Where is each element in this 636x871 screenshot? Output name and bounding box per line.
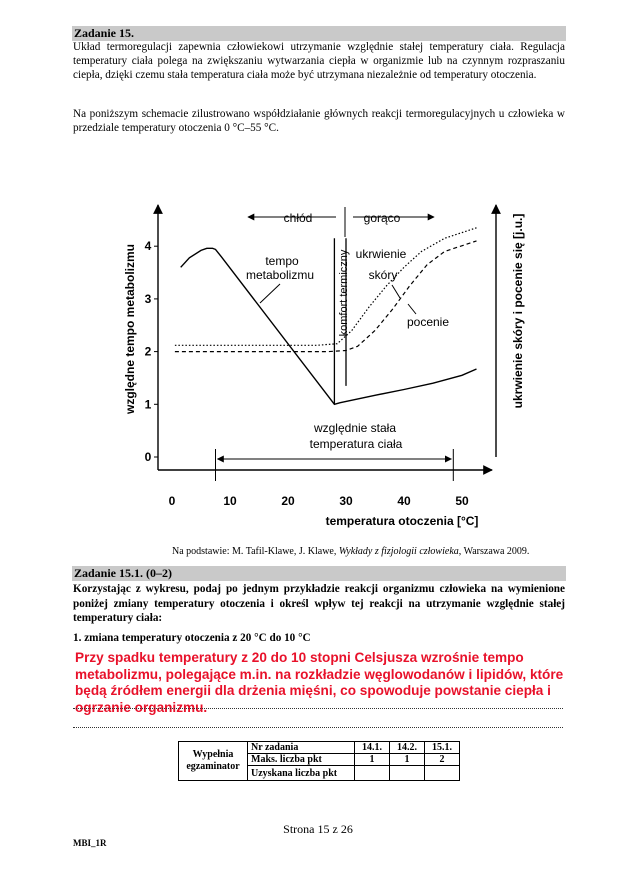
obtained-points-label: Uzyskana liczba pkt [248,766,355,781]
label-comfort: komfort termiczny [338,249,350,337]
label-metabolizmu: metabolizmu [245,268,315,282]
y-tick-label: 1 [144,397,152,412]
scheme-description: Na poniższym schemacie zilustrowano współdziałanie głównych reakcji termoregulacyjnych u człowieka w przedziale temperatury otoczenia 0 °C–55 °C. [73,108,565,135]
x-tick-label: 10 [223,494,237,508]
metabolism-pointer [260,284,280,303]
y-tick-label: 2 [144,344,152,359]
label-cold: chłód [283,211,313,225]
max-points-label: Maks. liczba pkt [248,754,355,766]
label-ukrwienie: ukrwienie [355,247,407,261]
label-constant-1: względnie stała [313,421,397,435]
task-number: 15.1. [425,742,460,754]
source-caption [172,546,529,557]
sweating-line [175,241,477,352]
label-constant-2: temperatura ciała [309,437,403,451]
max-points: 1 [355,754,390,766]
source-suffix: , Warszawa 2009. [458,546,530,557]
answer-line-1 [73,708,563,709]
label-tempo: tempo [265,254,299,268]
task-header: Zadanie 15. [74,26,135,40]
max-points: 2 [425,754,460,766]
obtained-points-cell[interactable] [425,766,460,781]
x-tick-label: 40 [397,494,411,508]
task-intro: Układ termoregulacji zapewnia człowiekowi utrzymanie względnie stałej temperatury ciała. Regulacja temperatury ciała polega na zwiększaniu wytwarzania ciepła w organizmie lub na czynnym rozpraszaniu ciepła, dzięki czemu stała temperatura ciała może być utrzymana niezależnie od temperatury otoczenia. [73,41,565,82]
label-pocenie: pocenie [406,315,450,329]
thermoregulation-chart [110,195,530,535]
y-tick-label: 4 [144,239,152,254]
label-warm: gorąco [363,211,401,225]
task-number-label: Nr zadania [248,742,355,754]
x-tick-label: 30 [339,494,353,508]
page-number: Strona 15 z 26 [283,822,353,836]
y-axis-left-title: względne tempo metabolizmu [123,243,137,415]
examiner-table [178,741,460,781]
y-axis-right-title: ukrwienie skóry i pocenie się [j.u.] [511,213,525,409]
subtask-instruction: Korzystając z wykresu, podaj po jednym przykładzie reakcji organizmu człowieka na wymienione poniżej zmiany temperatury otoczenia i określ wpływ tej reakcji na utrzymanie względnie stałej temperatury ciała: [73,583,565,625]
task-number: 14.2. [390,742,425,754]
task-header-bar [72,26,566,41]
exam-code: MBI_1R [73,838,107,848]
max-points: 1 [390,754,425,766]
subtask-item-1: 1. zmiana temperatury otoczenia z 20 °C do 10 °C [73,632,311,644]
obtained-points-cell[interactable] [390,766,425,781]
y-tick-label: 3 [144,291,152,306]
x-tick-label: 0 [168,494,176,508]
subtask-header: Zadanie 15.1. (0–2) [74,566,173,580]
label-skory: skóry [368,268,398,282]
handwritten-answer[interactable]: Przy spadku temperatury z 20 do 10 stopni Celsjusza wzrośnie tempo metabolizmu, polegające m.in. na rozkładzie węglowodanów i lipidów, które będą źródłem energii dla drżenia mięśni, co spowoduje powstanie ciepła i ogrzanie organizmu. [75,650,564,715]
x-tick-label: 20 [281,494,295,508]
source-prefix: Na podstawie: M. Tafil-Klawe, J. Klawe, [172,546,339,557]
x-axis-title: temperatura otoczenia [°C] [325,514,479,528]
examiner-title: Wypełnia egzaminator [179,742,248,781]
subtask-header-bar [72,566,566,581]
obtained-points-cell[interactable] [355,766,390,781]
x-tick-label: 50 [455,494,469,508]
answer-line-2 [73,727,563,728]
sweating-pointer [408,304,416,314]
source-title: Wykłady z fizjologii człowieka [338,546,459,557]
skin-pointer [392,285,400,298]
y-tick-label: 0 [144,450,152,464]
task-number: 14.1. [355,742,390,754]
